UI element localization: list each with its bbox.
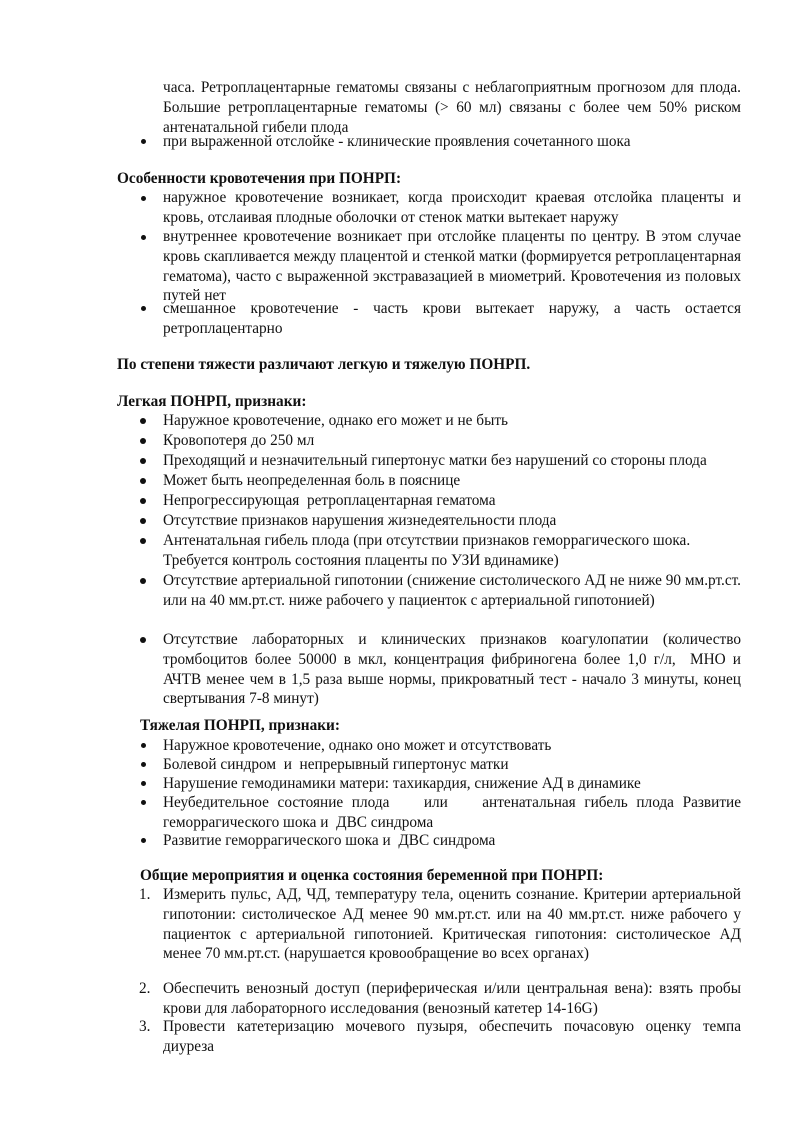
list-item: Болевой синдром и непрерывный гипертонус матки <box>163 756 509 773</box>
list-item: Кровопотеря до 250 мл <box>163 432 315 449</box>
intro-continuation: часа. Ретроплацентарные гематомы связаны с неблагоприятным прогнозом для плода. Большие ретроплацентарные гематомы (> 60 мл) связаны с более чем 50% риском антенатальной гибели плода <box>163 79 741 136</box>
bullet-dot <box>141 838 146 843</box>
bullet-dot <box>141 306 146 311</box>
list-item: Нарушение гемодинамики матери: тахикардия, снижение АД в динамике <box>163 775 641 792</box>
bullet-dot <box>141 235 146 240</box>
list-item: Провести катетеризацию мочевого пузыря, обеспечить почасовую оценку темпа диуреза <box>163 1018 741 1055</box>
list-item: Непрогрессирующая ретроплацентарная гематома <box>163 492 496 509</box>
list-number: 3. <box>139 1018 151 1035</box>
list-item: Антенатальная гибель плода (при отсутствии признаков геморрагического шока. <box>163 532 691 549</box>
list-item: Неубедительное состояние плода или антенатальная гибель плода Развитие геморрагического шока и ДВС синдрома <box>163 794 745 831</box>
list-item: Отсутствие артериальной гипотонии (снижение систолического АД не ниже 90 мм.рт.ст. или на 40 мм.рт.ст. ниже рабочего у пациенток с артериальной гипотонией) <box>163 572 742 609</box>
section-heading-general: Общие мероприятия и оценка состояния беременной при ПОНРП: <box>140 867 604 884</box>
bullet-dot <box>140 518 146 524</box>
bullet-dot <box>140 418 146 424</box>
list-item: Наружное кровотечение, однако его может и не быть <box>163 412 509 429</box>
list-item: Обеспечить венозный доступ (периферическая и/или центральная вена): взять пробы крови для лабораторного исследования (венозный катетер 14-16G) <box>163 980 741 1017</box>
bullet-dot <box>140 478 146 484</box>
bullet-dot <box>140 438 146 444</box>
list-item: Преходящий и незначительный гипертонус матки без нарушений со стороны плода <box>163 452 707 469</box>
section-heading-severe: Тяжелая ПОНРП, признаки: <box>140 717 340 734</box>
bullet-dot <box>141 800 146 805</box>
bullet-dot <box>140 538 146 544</box>
section-heading-mild: Легкая ПОНРП, признаки: <box>117 393 307 410</box>
bullet-dot <box>140 458 146 464</box>
list-number: 2. <box>139 980 151 997</box>
list-item: наружное кровотечение возникает, когда происходит краевая отслойка плаценты и кровь, отслаивая плодные оболочки от стенок матки вытекает наружу <box>163 189 741 226</box>
list-item: Отсутствие лабораторных и клинических признаков коагулопатии (количество тромбоцитов более 50000 в мкл, концентрация фибриногена более 1,0 г/л, МНО и АЧТВ менее чем в 1,5 раза выше нормы, прикроватный тест - начало 3 минуты, конец свертывания 7-8 минут) <box>163 631 745 708</box>
section-heading-bleeding: Особенности кровотечения при ПОНРП: <box>117 170 402 187</box>
bullet-dot <box>141 139 146 144</box>
list-item: внутреннее кровотечение возникает при отслойке плаценты по центру. В этом случае кровь скапливается между плацентой и стенкой матки (формируется ретроплацентарная гематома), часто с выраженной экстравазацией в миометрий. Кровотечения из половых путей нет <box>163 228 741 305</box>
bullet-dot <box>141 781 146 786</box>
bullet-dot <box>141 762 146 767</box>
section-heading-severity: По степени тяжести различают легкую и тяжелую ПОНРП. <box>117 356 531 373</box>
list-item-continuation: Требуется контроль состояния плаценты по УЗИ вдинамике) <box>163 552 559 569</box>
bullet-dot <box>140 637 146 643</box>
bullet-dot <box>141 743 146 748</box>
list-item: смешанное кровотечение - часть крови вытекает наружу, а часть остается ретроплацентарно <box>163 300 741 337</box>
list-item: Измерить пульс, АД, ЧД, температуру тела, оценить сознание. Критерии артериальной гипотонии: систолическое АД менее 90 мм.рт.ст. или на 40 мм.рт.ст. ниже рабочего у пациенток с артериальной гипотонией. Критическая гипотония: систолическое АД менее 70 мм.рт.ст. (нарушается кровообращение во всех органах) <box>163 886 741 963</box>
intro-bullet: при выраженной отслойке - клинические проявления сочетанного шока <box>163 133 631 150</box>
bullet-dot <box>140 578 146 584</box>
list-item: Отсутствие признаков нарушения жизнедеятельности плода <box>163 512 557 529</box>
list-item: Может быть неопределенная боль в пояснице <box>163 472 461 489</box>
list-item: Наружное кровотечение, однако оно может и отсутствовать <box>163 737 552 754</box>
list-item: Развитие геморрагического шока и ДВС синдрома <box>163 832 496 849</box>
list-number: 1. <box>139 886 151 903</box>
bullet-dot <box>141 196 146 201</box>
bullet-dot <box>140 498 146 504</box>
